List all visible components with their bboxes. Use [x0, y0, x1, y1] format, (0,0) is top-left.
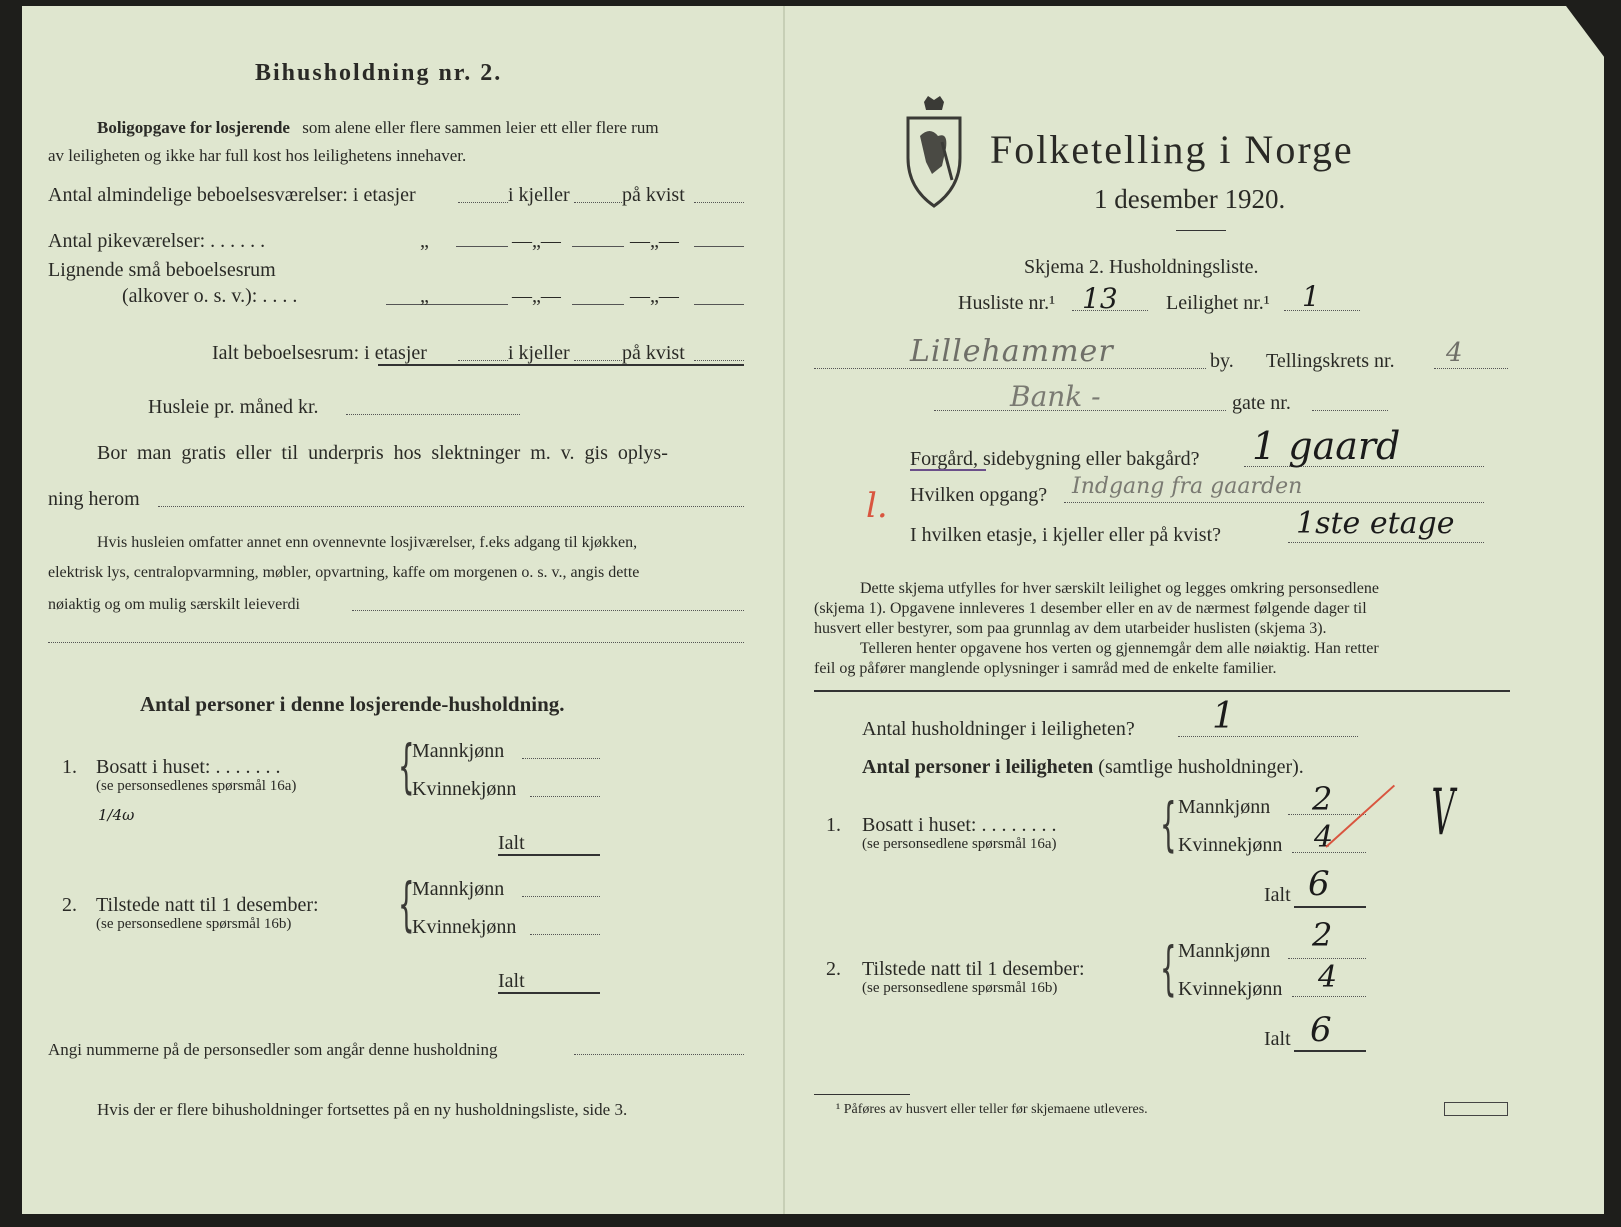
left-q1-kvinne-field [530, 796, 600, 797]
instr-rule [814, 690, 1510, 692]
right-q2-kvinne-value: 4 [1318, 960, 1338, 995]
pike-kjeller-field [572, 246, 624, 247]
footnote: ¹ Påføres av husvert eller teller før skjemaene utleveres. [836, 1102, 1148, 1117]
pike-ditto-1: „ [420, 230, 429, 252]
instr-line2: (skjema 1). Opgavene innleveres 1 desember eller en av de nærmest følgende dager til [814, 600, 1367, 617]
right-persons-heading [862, 756, 1304, 779]
left-q1-number: 1. [62, 756, 77, 778]
lignende-kvist-field [694, 304, 744, 305]
forgard-value: 1 gaard [1252, 424, 1401, 468]
left-intro-line2: av leiligheten og ikke har full kost hos leilighetens innehaver. [48, 146, 467, 165]
left-q2-kvinne-field [530, 934, 600, 935]
right-q1-sub: (se personsedlene spørsmål 16a) [862, 836, 1057, 852]
lignende-label-2: (alkover o. s. v.): . . . . [122, 285, 298, 307]
gratis-line1: Bor man gratis eller til underpris hos slektninger m. v. gis oplys- [97, 442, 668, 464]
extra-line1: Hvis husleien omfatter annet enn ovennevnte losjiværelser, f.eks adgang til kjøkken, [97, 534, 638, 551]
extra-field-2 [48, 642, 744, 643]
gratis-field [158, 506, 744, 507]
lignende-kjeller-field [572, 304, 624, 305]
norway-coat-of-arms-icon [902, 96, 966, 208]
instr-line4: Telleren henter opgavene hos verten og gjennemgår dem alle nøiaktig. Han retter [860, 640, 1379, 657]
right-q1-kvinne-label: Kvinnekjønn [1178, 834, 1283, 856]
etasje-field [1288, 542, 1484, 543]
right-q1-ialt-label: Ialt [1264, 884, 1291, 906]
flere-note: Hvis der er flere bihusholdninger fortsettes på en ny husholdningsliste, side 3. [97, 1100, 628, 1119]
husleie-field [346, 414, 520, 415]
ialt-rooms-label: Ialt beboelsesrum: i etasjer [212, 342, 427, 364]
left-q1-ialt-rule [498, 854, 600, 856]
right-q2-ialt-rule [1294, 1050, 1366, 1052]
title-rule [1176, 230, 1226, 231]
left-title: Bihusholdning nr. 2. [255, 60, 503, 86]
right-q1-kvinne-value: 4 [1314, 820, 1334, 855]
right-date: 1 desember 1920. [1094, 184, 1286, 214]
hush-value: 1 [1212, 696, 1235, 737]
ialt-kvist-label: på kvist [622, 342, 685, 364]
forgard-label: Forgård, sidebygning eller bakgård? [910, 448, 1200, 470]
left-persons-heading: Antal personer i denne losjerende-husholdning. [140, 692, 565, 716]
check-mark: V [1431, 776, 1455, 850]
gate-nr-field [1312, 410, 1388, 411]
left-q1-ialt-label: Ialt [498, 832, 525, 854]
red-pencil-mark: l. [866, 486, 888, 526]
husliste-value: 13 [1082, 282, 1118, 315]
left-q1-label: Bosatt i huset: . . . . . . . [96, 756, 281, 778]
rooms-label: Antal almindelige beboelsesværelser: i etasjer [48, 184, 416, 206]
right-q2-mann-value: 2 [1312, 916, 1333, 954]
right-q2-number: 2. [826, 958, 841, 980]
extra-field-1 [352, 610, 744, 611]
right-q2-ialt-value: 6 [1310, 1010, 1332, 1050]
lignende-label-1: Lignende små beboelsesrum [48, 259, 276, 281]
pike-kvist-field [694, 246, 744, 247]
right-q2-mann-field [1288, 958, 1366, 959]
right-q1-mann-label: Mannkjønn [1178, 796, 1271, 818]
gate-label: gate nr. [1232, 392, 1291, 414]
pike-ditto-3: —„— [630, 230, 679, 252]
husliste-label: Husliste nr.¹ [958, 292, 1056, 314]
tellingskrets-label: Tellingskrets nr. [1266, 350, 1395, 372]
lignende-kjeller-spacer [456, 304, 508, 305]
left-q2-brace: { [398, 870, 415, 938]
page-fold [783, 6, 785, 1214]
opgang-field [1064, 502, 1484, 503]
tellingskrets-value: 4 [1446, 338, 1463, 368]
ialt-kjeller-label: i kjeller [508, 342, 570, 364]
right-q2-label: Tilstede natt til 1 desember: [862, 958, 1085, 980]
gratis-line2: ning herom [48, 488, 140, 510]
husleie-label: Husleie pr. måned kr. [148, 396, 319, 418]
ialt-kjeller-field [574, 360, 622, 361]
by-value: Lillehammer [910, 334, 1114, 369]
right-title: Folketelling i Norge [990, 127, 1354, 172]
right-persons-rest: (samtlige husholdninger). [1098, 756, 1304, 778]
pike-etasjer-field [456, 246, 508, 247]
left-q2-kvinne-label: Kvinnekjønn [412, 916, 517, 938]
right-q2-brace: { [1160, 934, 1177, 1002]
extra-line2: elektrisk lys, centralopvarmning, møbler, opvartning, kaffe om morgenen o. s. v., angis dette [48, 564, 640, 581]
gate-value: Bank - [1010, 380, 1101, 413]
right-q1-label: Bosatt i huset: . . . . . . . . [862, 814, 1057, 836]
right-q2-kvinne-label: Kvinnekjønn [1178, 978, 1283, 1000]
leilighet-field [1284, 310, 1360, 311]
left-q2-mann-label: Mannkjønn [412, 878, 505, 900]
angi-field [574, 1054, 744, 1055]
opgang-label: Hvilken opgang? [910, 484, 1048, 506]
printer-stamp [1444, 1102, 1508, 1116]
lignende-ditto-1: „ [420, 285, 429, 307]
pike-label: Antal pikeværelser: . . . . . . [48, 230, 266, 252]
rooms-kvist-label: på kvist [622, 184, 685, 206]
rooms-etasjer-field [458, 202, 508, 203]
footnote-rule [814, 1094, 910, 1095]
left-q2-number: 2. [62, 894, 77, 916]
by-label: by. [1210, 350, 1234, 372]
rooms-kjeller-field [574, 202, 622, 203]
left-q1-mann-label: Mannkjønn [412, 740, 505, 762]
left-q2-mann-field [522, 896, 600, 897]
etasje-value: 1ste etage [1296, 506, 1455, 541]
tellingskrets-field [1434, 368, 1508, 369]
right-q1-brace: { [1160, 790, 1177, 858]
left-intro-rest: som alene eller flere sammen leier ett eller flere rum [302, 118, 659, 137]
instr-line1: Dette skjema utfylles for hver særskilt leilighet og legges omkring personsedlene [860, 580, 1379, 597]
hush-label: Antal husholdninger i leiligheten? [862, 718, 1135, 740]
pike-ditto-2: —„— [512, 230, 561, 252]
rooms-kjeller-label: i kjeller [508, 184, 570, 206]
left-q2-label: Tilstede natt til 1 desember: [96, 894, 319, 916]
right-q2-mann-label: Mannkjønn [1178, 940, 1271, 962]
etasje-label: I hvilken etasje, i kjeller eller på kvist? [910, 524, 1221, 546]
right-persons-bold: Antal personer i leiligheten [862, 756, 1094, 778]
lignende-ditto-3: —„— [630, 285, 679, 307]
instr-line3: husvert eller bestyrer, som paa grunnlag av dem utarbeider huslisten (skjema 3). [814, 620, 1327, 637]
lignende-ditto-2: —„— [512, 285, 561, 307]
leilighet-value: 1 [1302, 280, 1320, 313]
left-intro-bold: Boligopgave for losjerende [97, 118, 290, 137]
right-q1-ialt-rule [1294, 906, 1366, 908]
ialt-kvist-field [694, 360, 744, 361]
left-q1-sub: (se personsedlenes spørsmål 16a) [96, 778, 297, 794]
left-q2-sub: (se personsedlene spørsmål 16b) [96, 916, 292, 932]
rooms-kvist-field [694, 202, 744, 203]
left-q1-kvinne-label: Kvinnekjønn [412, 778, 517, 800]
right-q1-number: 1. [826, 814, 841, 836]
right-q1-mann-value: 2 [1312, 780, 1333, 818]
right-q2-kvinne-field [1292, 996, 1366, 997]
leilighet-label: Leilighet nr.¹ [1166, 292, 1270, 314]
left-q2-ialt-label: Ialt [498, 970, 525, 992]
right-q1-ialt-value: 6 [1308, 864, 1330, 904]
right-q2-sub: (se personsedlene spørsmål 16b) [862, 980, 1058, 996]
left-q1-brace: { [398, 732, 415, 800]
instr-line5: feil og påfører manglende oplysninger i samråd med de enkelte familier. [814, 660, 1277, 677]
forgard-underline [910, 469, 986, 471]
left-q1-mann-field [522, 758, 600, 759]
opgang-value: Indgang fra gaarden [1072, 474, 1303, 499]
right-q2-ialt-label: Ialt [1264, 1028, 1291, 1050]
left-scribble: 1/4ω [98, 806, 135, 824]
ialt-etasjer-field [458, 360, 508, 361]
skjema-label: Skjema 2. Husholdningsliste. [1024, 256, 1259, 278]
angi-label: Angi nummerne på de personsedler som angår denne husholdning [48, 1040, 498, 1059]
ialt-rule [378, 364, 744, 366]
hush-field [1178, 736, 1358, 737]
extra-line3: nøiaktig og om mulig særskilt leieverdi [48, 596, 300, 613]
left-intro-line1 [97, 118, 659, 138]
left-q2-ialt-rule [498, 992, 600, 994]
